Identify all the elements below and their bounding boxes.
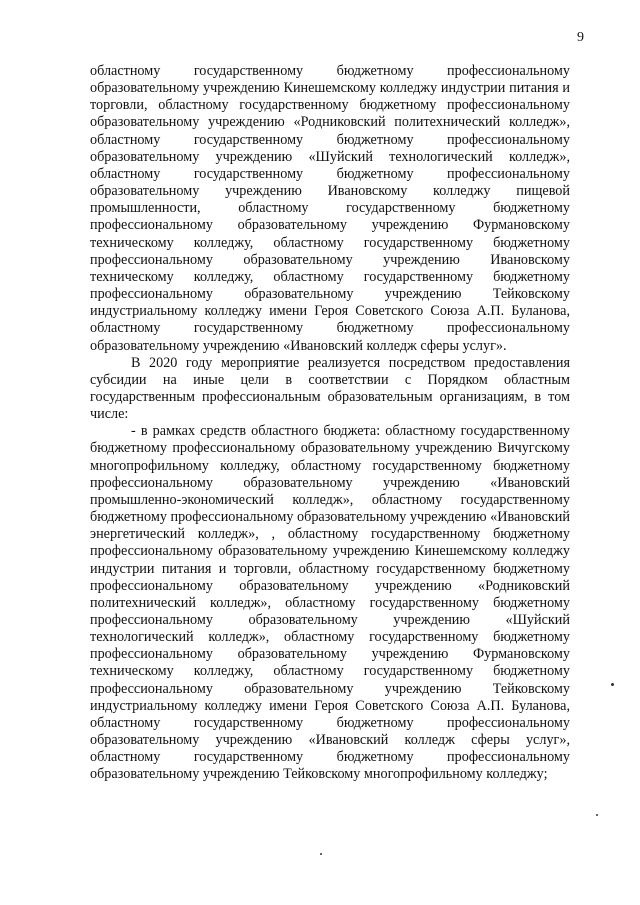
body-text: [90, 63, 570, 784]
scan-speck: [611, 683, 614, 686]
page-number: 9: [577, 30, 584, 45]
scan-speck: [320, 853, 322, 855]
paragraph-regional-budget-list: - в рамках средств областного бюджета: областному государственному бюджетному профессиональному образовательному учреждению Вичугскому многопрофильному колледжу, областному государственному бюджетному профессиональному образовательному учреждению «Ивановский промышленно-экономический колледж», областному государственному бюджетному профессиональному образовательному учреждению «Ивановский энергетический колледж», , областному государственному бюджетному профессиональному образовательному учреждению Кинешемскому колледжу индустрии питания и торговли, областному государственному бюджетному профессиональному образовательному учреждению «Родниковский политехнический колледж», областному государственному бюджетному профессиональному образовательному учреждению «Шуйский технологический колледж», областному государственному бюджетному профессиональному образовательному учреждению Фурмановскому техническому колледжу, областному государственному бюджетному профессиональному образовательному учреждению Тейковскому индустриальному колледжу имени Героя Советского Союза А.П. Буланова, областному государственному бюджетному профессиональному образовательному учреждению «Ивановский колледж сферы услуг», областному государственному бюджетному профессиональному образовательному учреждению Тейковскому многопрофильному колледжу;: [90, 423, 570, 783]
paragraph-recipients-continued: областному государственному бюджетному профессиональному образовательному учреждению Кинешемскому колледжу индустрии питания и торговли, областному государственному бюджетному профессиональному образовательному учреждению «Родниковский политехнический колледж», областному государственному бюджетному профессиональному образовательному учреждению «Шуйский технологический колледж», областному государственному бюджетному профессиональному образовательному учреждению Ивановскому колледжу пищевой промышленности, областному государственному бюджетному профессиональному образовательному учреждению Фурмановскому техническому колледжу, областному государственному бюджетному профессиональному образовательному учреждению Ивановскому техническому колледжу, областному государственному бюджетному профессиональному образовательному учреждению Тейковскому индустриальному колледжу имени Героя Советского Союза А.П. Буланова, областному государственному бюджетному профессиональному образовательному учреждению «Ивановский колледж сферы услуг».: [90, 63, 570, 354]
paragraph-2020-measure: В 2020 году мероприятие реализуется посредством предоставления субсидии на иные цели в соответствии с Порядком областным государственным профессиональным образовательным организациям, в том числе:: [90, 354, 570, 423]
scan-speck: [596, 814, 598, 816]
